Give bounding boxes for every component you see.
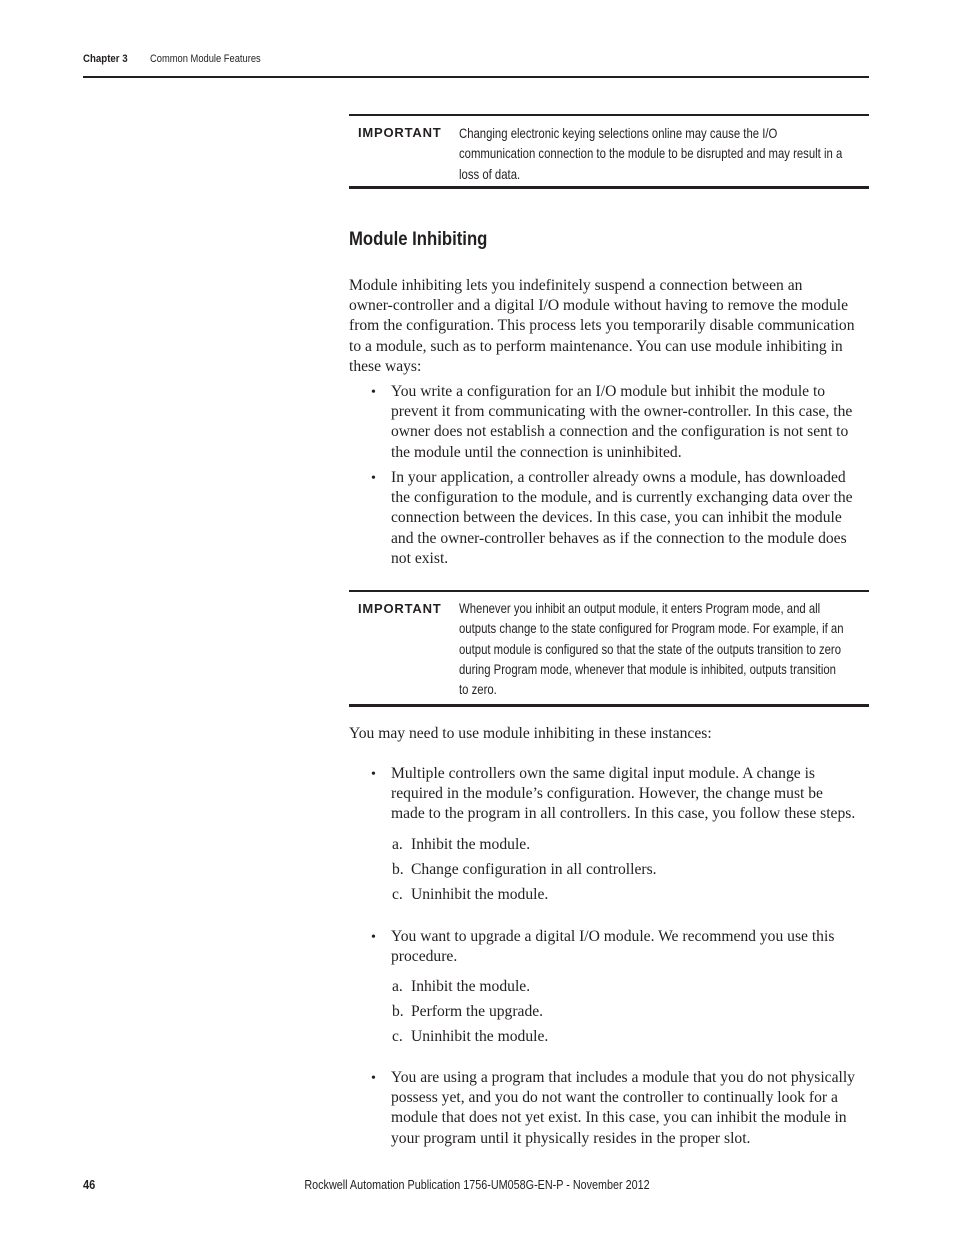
instances-intro: You may need to use module inhibiting in these instances: <box>349 725 712 742</box>
bullet-icon: • <box>371 471 376 486</box>
list-item-line: Multiple controllers own the same digital input module. A change is <box>391 765 815 782</box>
paragraph-line: owner-controller and a digital I/O module without having to remove the module <box>349 297 848 315</box>
list-item-line: not exist. <box>391 549 449 567</box>
important-message-line: communication connection to the module to be disrupted and may result in a <box>459 145 843 162</box>
paragraph-line: Module inhibiting lets you indefinitely suspend a connection between an <box>349 277 803 294</box>
intro-paragraph <box>349 276 869 377</box>
bullet-icon: • <box>371 385 376 400</box>
list-item-line: connection between the devices. In this case, you can inhibit the module <box>391 509 842 527</box>
list-item-text <box>391 927 869 967</box>
important-message-line: loss of data. <box>459 165 521 182</box>
step-letter: a. <box>392 978 403 995</box>
paragraph-line: from the configuration. This process lets you temporarily disable communication <box>349 317 855 335</box>
list-item-line: and the owner-controller behaves as if the connection to the module does <box>391 529 847 547</box>
step-text: Inhibit the module. <box>411 978 531 995</box>
step-text: Change configuration in all controllers. <box>411 861 657 878</box>
step-text: Perform the upgrade. <box>411 1003 544 1020</box>
list-item-line: possess yet, and you do not want the controller to continually look for a <box>391 1089 838 1107</box>
list-item-line: your program until it physically resides in the proper slot. <box>391 1129 751 1147</box>
bullet-icon: • <box>371 1071 376 1086</box>
important-message-line: Whenever you inhibit an output module, it enters Program mode, and all <box>459 600 821 616</box>
chapter-label: Chapter 3 <box>83 53 128 65</box>
step-text: Uninhibit the module. <box>411 1028 549 1045</box>
list-item-text <box>391 764 869 825</box>
list-item-line: prevent it from communicating with the owner-controller. In this case, the <box>391 403 853 421</box>
paragraph-line: these ways: <box>349 357 422 375</box>
step-letter: c. <box>392 1028 403 1045</box>
important-label: IMPORTANT <box>358 601 442 616</box>
list-item-line: procedure. <box>391 948 458 966</box>
publication-text: Rockwell Automation Publication 1756-UM058G-EN-P - November 2012 <box>304 1177 650 1192</box>
list-item-text <box>391 382 869 463</box>
list-item-line: module that does not yet exist. In this case, you can inhibit the module in <box>391 1109 847 1127</box>
chapter-title: Common Module Features <box>150 53 261 65</box>
step-letter: b. <box>392 1003 404 1020</box>
step-letter: b. <box>392 861 404 878</box>
important-message <box>459 598 872 699</box>
list-item-text <box>391 468 869 569</box>
important-message <box>459 123 872 184</box>
list-item-line: You write a configuration for an I/O module but inhibit the module to <box>391 383 826 400</box>
step-item <box>392 835 530 855</box>
step-letter: a. <box>392 836 403 853</box>
important-note-keying <box>349 114 869 189</box>
important-message-line: to zero. <box>459 681 497 698</box>
important-message-line: outputs change to the state configured for Program mode. For example, if an <box>459 620 844 637</box>
step-item <box>392 977 530 997</box>
bullet-icon: • <box>371 930 376 945</box>
list-item-line: You want to upgrade a digital I/O module. We recommend you use this <box>391 928 835 945</box>
step-item <box>392 1027 548 1047</box>
list-item-line: required in the module’s configuration. However, the change must be <box>391 785 823 803</box>
important-message-line: Changing electronic keying selections online may cause the I/O <box>459 125 778 141</box>
step-item <box>392 860 657 880</box>
bullet-icon: • <box>371 767 376 782</box>
important-note-output-module <box>349 590 869 707</box>
publication-footer <box>0 1177 954 1192</box>
list-item-line: the module until the connection is uninhibited. <box>391 443 682 461</box>
list-item-line: made to the program in all controllers. In this case, you follow these steps. <box>391 805 856 823</box>
important-label: IMPORTANT <box>358 125 442 140</box>
step-text: Uninhibit the module. <box>411 886 549 903</box>
list-item-line: You are using a program that includes a module that you do not physically <box>391 1069 855 1086</box>
section-title: Module Inhibiting <box>349 229 488 250</box>
list-item-line: the configuration to the module, and is currently exchanging data over the <box>391 489 853 507</box>
page-number: 46 <box>83 1177 96 1192</box>
list-item-line: In your application, a controller already owns a module, has downloaded <box>391 469 846 486</box>
important-message-line: during Program mode, whenever that module is inhibited, outputs transition <box>459 660 836 677</box>
list-item-line: owner does not establish a connection and the configuration is not sent to <box>391 423 849 441</box>
step-item <box>392 885 548 905</box>
step-text: Inhibit the module. <box>411 836 531 853</box>
page-header <box>83 52 869 78</box>
paragraph-line: to a module, such as to perform maintenance. You can use module inhibiting in <box>349 337 843 355</box>
step-letter: c. <box>392 886 403 903</box>
list-item-text <box>391 1068 869 1149</box>
step-item <box>392 1002 543 1022</box>
important-message-line: output module is configured so that the state of the outputs transition to zero <box>459 640 842 657</box>
